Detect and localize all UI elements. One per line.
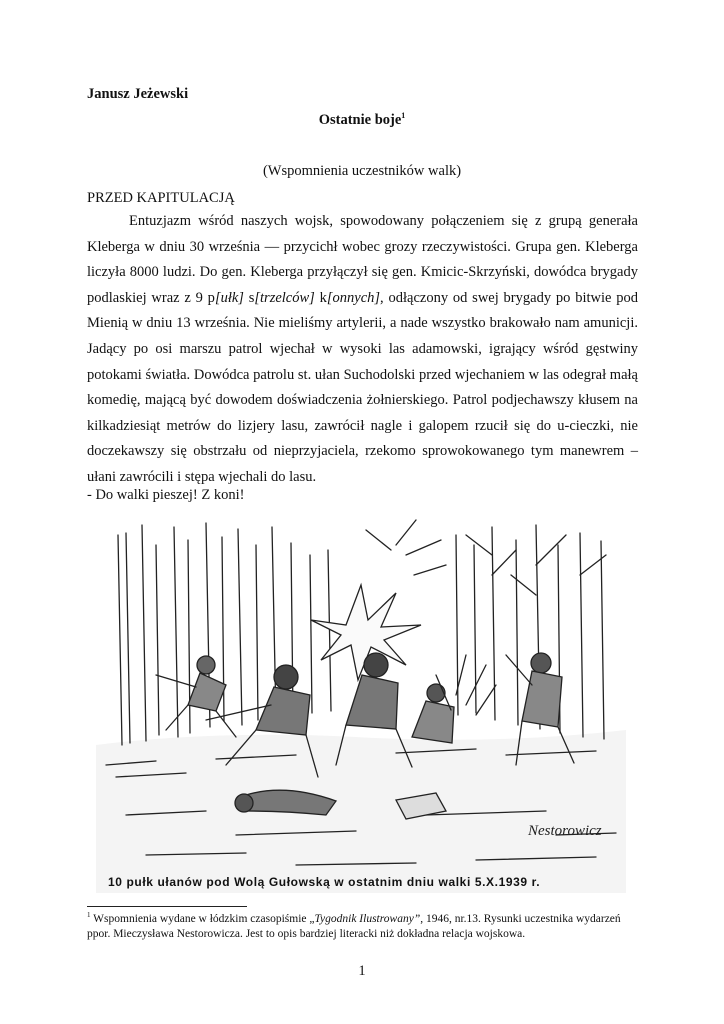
document-subtitle: (Wspomnienia uczestników walk) — [262, 163, 462, 179]
footnote-divider — [87, 906, 247, 907]
paragraph-part-1: Entuzjazm wśród naszych wojsk, spowodowany połączeniem się z grupą generała Kleberga w dniu 30 września — przycichł wobec grozy rzeczywistości. Grupa gen. Kleberga liczyła 8000 ludzi. Do gen. Kleberga przyłączył się gen. Kmicic-Skrzyński, dowódca brygady podlaskiej wraz z 9 p — [87, 213, 638, 306]
paragraph-italic-2: [trzelców] — [254, 289, 315, 306]
battle-illustration — [96, 515, 626, 893]
title-footnote-marker[interactable]: 1 — [401, 111, 406, 121]
footnote-journal: Tygodnik Ilustrowany” — [314, 913, 421, 925]
command-line: - Do walki pieszej! Z koni! — [87, 487, 245, 503]
paragraph-italic-3: [onnych] — [326, 289, 381, 306]
document-title — [0, 112, 724, 129]
author-name: Janusz Jeżewski — [87, 86, 189, 102]
illustration-caption: 10 pułk ułanów pod Wolą Gułowską w ostatnim dniu walki 5.X.1939 r. — [108, 875, 541, 889]
illustration-signature: Nestorowicz — [528, 823, 602, 839]
paragraph-part-3: k — [314, 289, 327, 306]
footnote — [87, 912, 638, 942]
body-paragraph — [87, 209, 638, 491]
paragraph-italic-1: [ułk] — [214, 289, 244, 306]
paragraph-part-4: , odłączony od swej brygady po bitwie pod Mienią w dniu 13 września. Nie mieliśmy artylerii, a nade wszystko brakowało nam amunicji. Jadący po osi marszu patrol wjechał w wysoki las adamowski, igrający wśród gęstwiny potokami światła. Dowódca patrolu st. ułan Suchodolski przed wjechaniem w las odegrał małą komedię, mającą być dowodem doświadczenia żołnierskiego. Patrol podjechawszy kłusem na kilkadziesiąt metrów do lizjery lasu, zawrócił nagle i galopem rzucił się do u-cieczki, nie doczekawszy się obstrzału od nieprzyjaciela, rzekomo sprowokowanego tym manewrem – ułani zawrócili i stępa wjechali do lasu. — [87, 289, 638, 485]
title-text: Ostatnie boje — [318, 112, 402, 128]
footnote-text-2: , 1946, nr.13. Rysunki uczestnika wydarzeń ppor. Mieczysława Nestorowicza. Jest to opis bardziej literacki niż dokładna relacja wojskowa. — [87, 913, 621, 940]
footnote-marker: 1 — [87, 911, 91, 920]
paragraph-part-2: s — [243, 289, 255, 306]
footnote-text-1: Wspomnienia wydane w łódzkim czasopiśmie „ — [90, 913, 315, 925]
section-heading: PRZED KAPITULACJĄ — [87, 190, 235, 206]
page-number: 1 — [358, 963, 366, 979]
